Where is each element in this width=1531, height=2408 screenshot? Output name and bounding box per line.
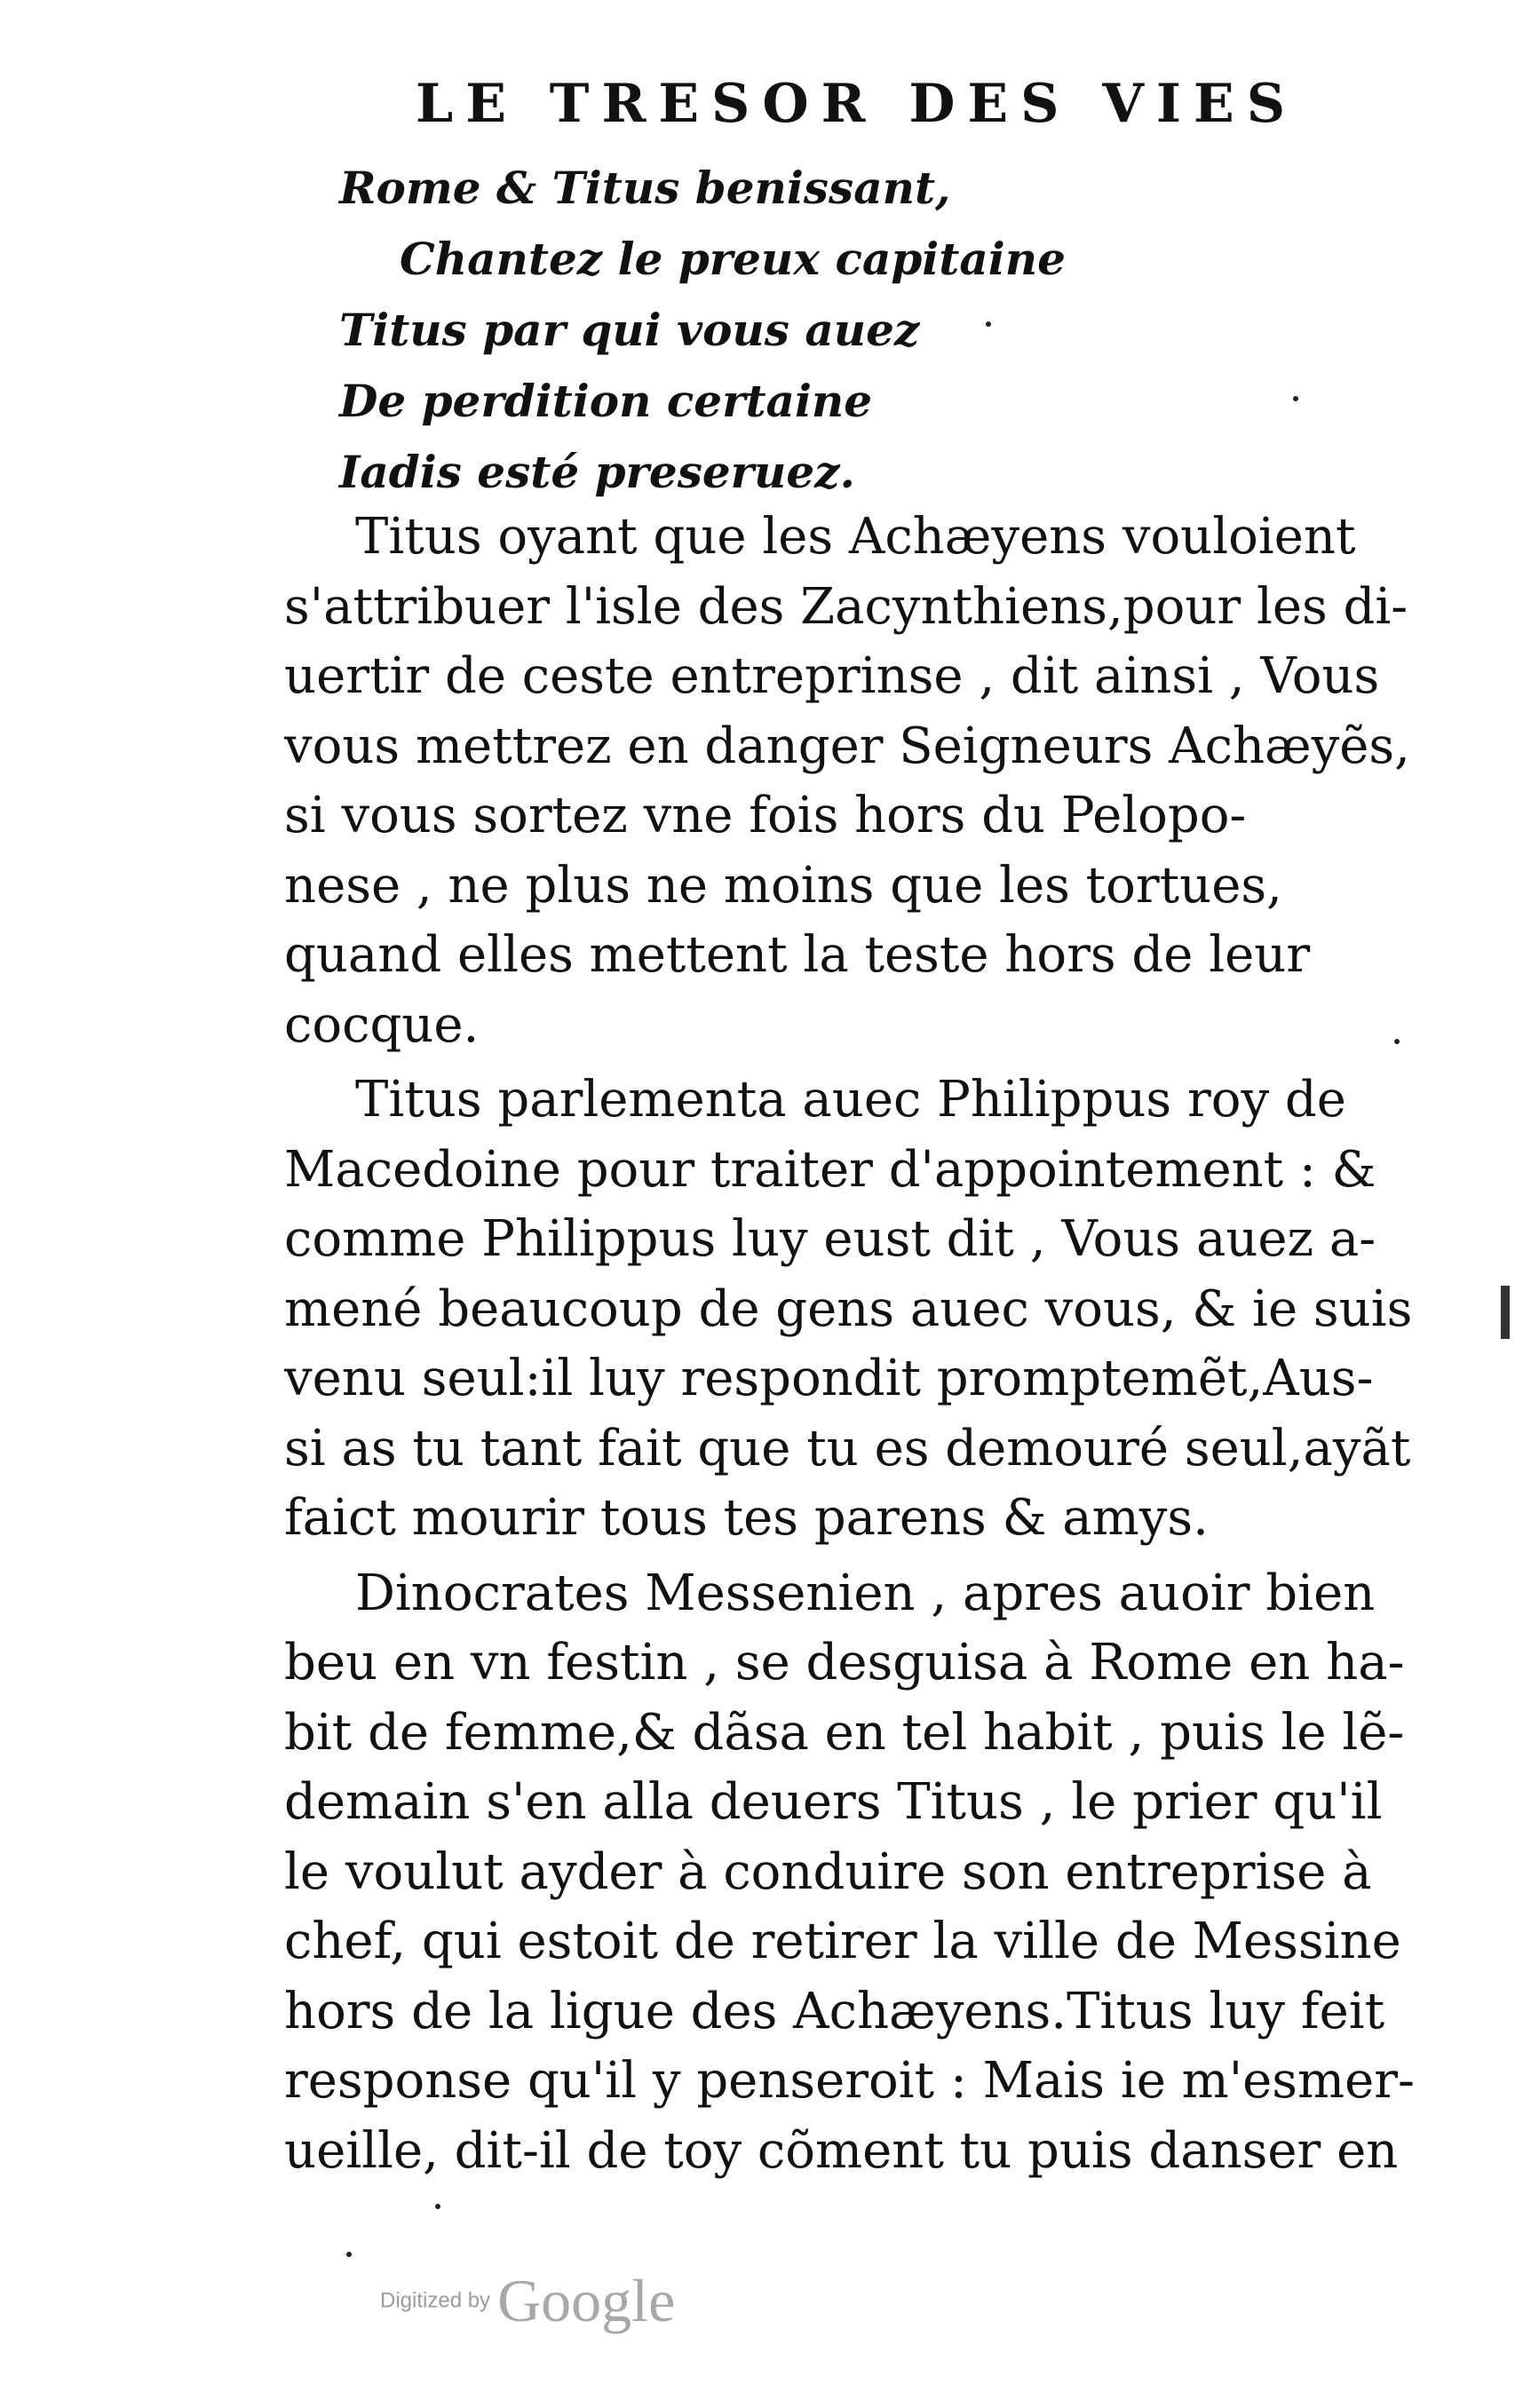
text-line: chef, qui estoit de retirer la ville de Messine: [284, 1913, 1401, 1970]
text-line: mené beaucoup de gens auec vous, & ie suis: [284, 1279, 1413, 1338]
text-line: s'attribuer l'isle des Zacynthiens,pour les di-: [284, 577, 1408, 636]
ink-speck: [346, 2252, 352, 2257]
text-line: hors de la ligue des Achæyens.Titus luy feit: [284, 1982, 1385, 2040]
text-line: si as tu tant fait que tu es demouré seul,ayãt: [284, 1419, 1411, 1477]
text-line: Macedoine pour traiter d'appointement : &: [284, 1140, 1376, 1199]
paragraph: [284, 1065, 1456, 1554]
text-line: beu en vn festin , se desguisa à Rome en ha-: [284, 1634, 1405, 1691]
text-line: cocque.: [284, 995, 480, 1054]
text-line: si vous sortez vne fois hors du Pelopo-: [284, 787, 1247, 844]
text-line: response qu'il y penseroit : Mais ie m'esmer-: [284, 2052, 1415, 2110]
text-line: Titus oyant que les Achæyens vouloient: [355, 508, 1356, 566]
paragraph: [284, 503, 1456, 1060]
text-line: nese , ne plus ne moins que les tortues,: [284, 856, 1282, 915]
running-head: LE TRESOR DES VIES: [416, 73, 1298, 135]
text-line: bit de femme,& dãsa en tel habit , puis le lẽ-: [284, 1703, 1405, 1762]
verse-block: [339, 153, 1227, 508]
verse-line: Titus par qui vous auez: [339, 304, 920, 356]
text-line: venu seul:il luy respondit promptemẽt,Aus-: [284, 1350, 1374, 1407]
ink-speck: [986, 321, 991, 327]
verse-line: Iadis esté preseruez.: [339, 446, 855, 498]
body-text: [284, 503, 1456, 2186]
digitizer-brand: Google: [497, 2267, 676, 2334]
digitization-watermark: [380, 2266, 675, 2336]
verse-line: Rome & Titus benissant,: [339, 162, 951, 214]
text-line: comme Philippus luy eust dit , Vous auez a-: [284, 1210, 1376, 1268]
verse-line: De perdition certaine: [339, 375, 873, 427]
text-line: faict mourir tous tes parens & amys.: [284, 1489, 1209, 1547]
ink-speck: [1394, 1039, 1400, 1044]
text-line: ueille, dit-il de toy cõment tu puis danser en: [284, 2121, 1399, 2180]
verse-line: Chantez le preux capitaine: [400, 233, 1066, 285]
text-line: uertir de ceste entreprinse , dit ainsi , Vous: [284, 647, 1380, 705]
text-line: quand elles mettent la teste hors de leur: [284, 926, 1311, 984]
page-edge-mark: [1501, 1286, 1510, 1339]
text-line: vous mettrez en danger Seigneurs Achæyẽs,: [284, 717, 1410, 775]
ink-speck: [435, 2204, 440, 2209]
text-line: demain s'en alla deuers Titus , le prier qu'il: [284, 1773, 1383, 1831]
ink-speck: [1293, 396, 1298, 401]
text-line: Titus parlementa auec Philippus roy de: [355, 1071, 1346, 1129]
paragraph: [284, 1559, 1456, 2187]
digitized-by-label: Digitized by: [380, 2288, 491, 2313]
text-line: le voulut ayder à conduire son entreprise à: [284, 1842, 1372, 1901]
text-line: Dinocrates Messenien , apres auoir bien: [355, 1564, 1376, 1622]
